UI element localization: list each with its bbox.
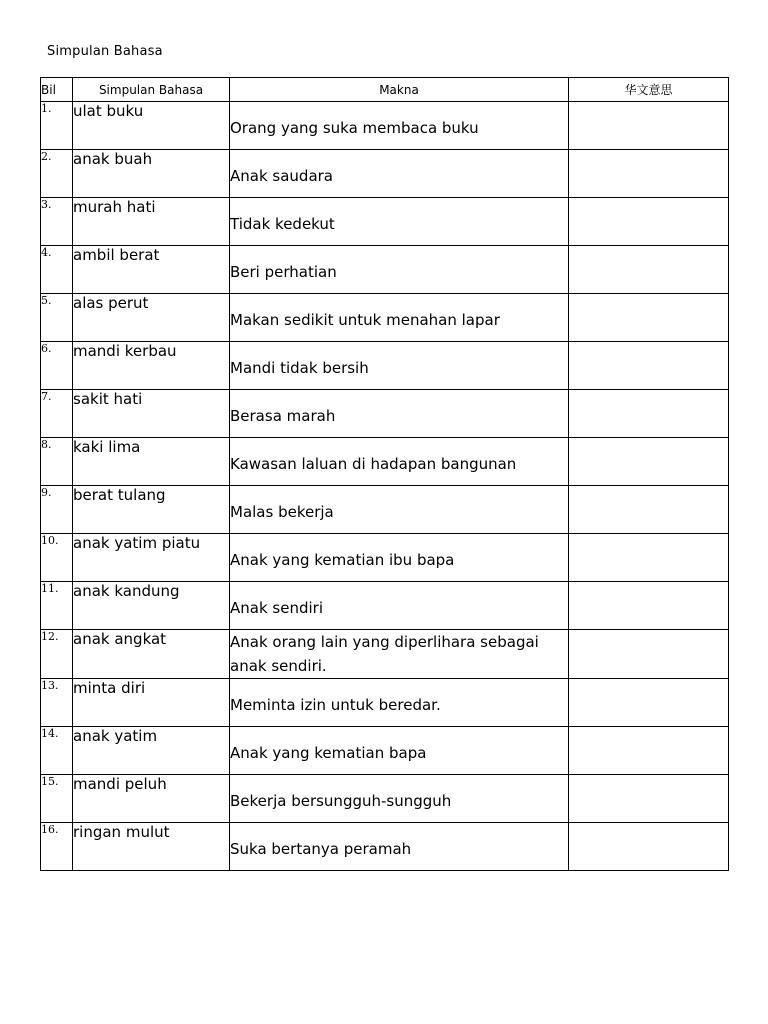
makna-cell [230, 823, 569, 871]
makna-meaning: Berasa marah [230, 407, 336, 425]
table-row [41, 390, 729, 438]
row-number: 6. [41, 342, 73, 390]
chinese-meaning-cell[interactable] [569, 102, 729, 150]
makna-meaning: Anak yang kematian bapa [230, 744, 427, 762]
chinese-meaning-cell[interactable] [569, 390, 729, 438]
makna-cell [230, 438, 569, 486]
row-number: 4. [41, 246, 73, 294]
makna-meaning: Anak yang kematian ibu bapa [230, 551, 455, 569]
makna-cell [230, 582, 569, 630]
table-row [41, 486, 729, 534]
simpulan-bahasa-term: alas perut [73, 294, 230, 342]
makna-cell [230, 679, 569, 727]
simpulan-bahasa-term: mandi kerbau [73, 342, 230, 390]
chinese-meaning-cell[interactable] [569, 150, 729, 198]
makna-meaning: Beri perhatian [230, 263, 337, 281]
row-number: 1. [41, 102, 73, 150]
chinese-meaning-cell[interactable] [569, 486, 729, 534]
makna-meaning: Anak sendiri [230, 599, 323, 617]
makna-cell [230, 775, 569, 823]
header-makna: Makna [230, 78, 569, 102]
chinese-meaning-cell[interactable] [569, 438, 729, 486]
simpulan-bahasa-term: anak angkat [73, 630, 230, 679]
row-number: 14. [41, 727, 73, 775]
table-row [41, 582, 729, 630]
makna-meaning: Suka bertanya peramah [230, 840, 412, 858]
makna-cell [230, 150, 569, 198]
simpulan-bahasa-term: berat tulang [73, 486, 230, 534]
makna-cell [230, 246, 569, 294]
table-row [41, 679, 729, 727]
makna-meaning: Mandi tidak bersih [230, 359, 369, 377]
table-row [41, 246, 729, 294]
row-number: 16. [41, 823, 73, 871]
makna-meaning: Kawasan laluan di hadapan bangunan [230, 455, 517, 473]
makna-meaning: Meminta izin untuk beredar. [230, 696, 441, 714]
simpulan-bahasa-term: minta diri [73, 679, 230, 727]
chinese-meaning-cell[interactable] [569, 679, 729, 727]
header-simpulan-bahasa: Simpulan Bahasa [73, 78, 230, 102]
makna-meaning: Malas bekerja [230, 503, 334, 521]
chinese-meaning-cell[interactable] [569, 823, 729, 871]
simpulan-bahasa-term: anak yatim [73, 727, 230, 775]
makna-cell [230, 727, 569, 775]
makna-cell [230, 294, 569, 342]
table-row [41, 630, 729, 679]
simpulan-bahasa-term: ulat buku [73, 102, 230, 150]
row-number: 10. [41, 534, 73, 582]
chinese-meaning-cell[interactable] [569, 294, 729, 342]
makna-cell [230, 342, 569, 390]
table-row [41, 198, 729, 246]
chinese-meaning-cell[interactable] [569, 534, 729, 582]
chinese-meaning-cell[interactable] [569, 342, 729, 390]
vocabulary-table [40, 77, 729, 871]
chinese-meaning-cell[interactable] [569, 775, 729, 823]
chinese-meaning-cell[interactable] [569, 582, 729, 630]
row-number: 2. [41, 150, 73, 198]
makna-cell [230, 486, 569, 534]
table-row [41, 438, 729, 486]
header-bil: Bil [41, 78, 73, 102]
simpulan-bahasa-term: sakit hati [73, 390, 230, 438]
table-row [41, 294, 729, 342]
makna-meaning: Orang yang suka membaca buku [230, 119, 479, 137]
makna-meaning: Anak saudara [230, 167, 334, 185]
table-body [41, 102, 729, 871]
makna-meaning: Bekerja bersungguh-sungguh [230, 792, 452, 810]
makna-cell [230, 102, 569, 150]
simpulan-bahasa-term: anak kandung [73, 582, 230, 630]
row-number: 11. [41, 582, 73, 630]
table-row [41, 775, 729, 823]
simpulan-bahasa-term: mandi peluh [73, 775, 230, 823]
simpulan-bahasa-term: anak yatim piatu [73, 534, 230, 582]
chinese-meaning-cell[interactable] [569, 198, 729, 246]
simpulan-bahasa-term: ringan mulut [73, 823, 230, 871]
row-number: 5. [41, 294, 73, 342]
table-row [41, 102, 729, 150]
makna-meaning: Anak orang lain yang diperlihara sebagai anak sendiri. [230, 633, 539, 675]
row-number: 13. [41, 679, 73, 727]
table-row [41, 727, 729, 775]
row-number: 7. [41, 390, 73, 438]
simpulan-bahasa-term: anak buah [73, 150, 230, 198]
table-row [41, 823, 729, 871]
chinese-meaning-cell[interactable] [569, 727, 729, 775]
makna-meaning: Tidak kedekut [230, 215, 335, 233]
simpulan-bahasa-term: murah hati [73, 198, 230, 246]
row-number: 15. [41, 775, 73, 823]
row-number: 9. [41, 486, 73, 534]
table-row [41, 150, 729, 198]
simpulan-bahasa-term: kaki lima [73, 438, 230, 486]
chinese-meaning-cell[interactable] [569, 246, 729, 294]
simpulan-bahasa-term: ambil berat [73, 246, 230, 294]
row-number: 3. [41, 198, 73, 246]
document-title: Simpulan Bahasa [47, 44, 163, 59]
row-number: 12. [41, 630, 73, 679]
header-chinese-meaning: 华文意思 [569, 78, 729, 102]
chinese-meaning-cell[interactable] [569, 630, 729, 679]
row-number: 8. [41, 438, 73, 486]
makna-cell [230, 390, 569, 438]
table-row [41, 534, 729, 582]
makna-cell [230, 630, 569, 679]
makna-cell [230, 198, 569, 246]
table-header-row [41, 78, 729, 102]
table-row [41, 342, 729, 390]
makna-meaning: Makan sedikit untuk menahan lapar [230, 311, 500, 329]
makna-cell [230, 534, 569, 582]
